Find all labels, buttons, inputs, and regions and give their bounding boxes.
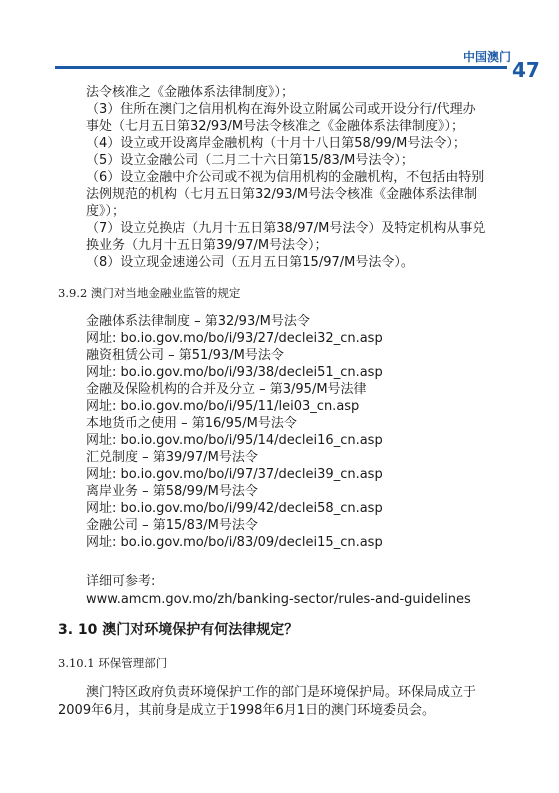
law-url: 网址: bo.io.gov.mo/bo/i/95/11/lei03_cn.asp (86, 399, 360, 414)
page-header (0, 0, 559, 80)
law-name: 汇兑制度 – 第39/97/M号法令 (86, 450, 258, 465)
list-item: 事处（七月五日第32/93/M号法令核准之《金融体系法律制度》）； (86, 119, 465, 134)
list-item: （6）设立金融中介公司或不视为信用机构的金融机构，不包括由特别 (86, 170, 485, 185)
page-number: 47 (512, 58, 540, 82)
law-url: 网址: bo.io.gov.mo/bo/i/97/37/declei39_cn.asp (86, 467, 383, 482)
section-heading-3-9-2: 3.9.2 澳门对当地金融业监管的规定 (58, 286, 241, 300)
list-item: （3）住所在澳门之信用机构在海外设立附属公司或开设分行/代理办 (86, 102, 476, 117)
header-divider (55, 66, 507, 69)
list-item: （4）设立或开设离岸金融机构（十月十八日第58/99/M号法令）； (86, 136, 466, 151)
list-item: （5）设立金融公司（二月二十六日第15/83/M号法令）； (86, 153, 414, 168)
law-url: 网址: bo.io.gov.mo/bo/i/93/38/declei51_cn.asp (86, 365, 383, 380)
law-name: 本地货币之使用 – 第16/95/M号法令 (86, 416, 297, 431)
paragraph-line: 澳门特区政府负责环境保护工作的部门是环境保护局。环保局成立于 (86, 685, 477, 700)
law-name: 金融体系法律制度 – 第32/93/M号法令 (86, 314, 310, 329)
section-heading-3-10: 3. 10 澳门对环境保护有何法律规定？ (58, 622, 299, 638)
law-url: 网址: bo.io.gov.mo/bo/i/93/27/declei32_cn.asp (86, 331, 383, 346)
list-item: （7）设立兑换店（九月十五日第38/97/M号法令）及特定机构从事兑 (86, 221, 486, 236)
reference-label: 详细可参考: (86, 574, 156, 589)
law-url: 网址: bo.io.gov.mo/bo/i/83/09/declei15_cn.asp (86, 535, 383, 550)
list-item: 度》）； (86, 204, 126, 219)
paragraph-line: 2009年6月，其前身是成立于1998年6月1日的澳门环境委员会。 (58, 703, 435, 718)
law-url: 网址: bo.io.gov.mo/bo/i/99/42/declei58_cn.asp (86, 501, 383, 516)
law-name: 金融公司 – 第15/83/M号法令 (86, 518, 258, 533)
list-item: （8）设立现金速递公司（五月五日第15/97/M号法令）。 (86, 255, 414, 270)
law-url: 网址: bo.io.gov.mo/bo/i/95/14/declei16_cn.asp (86, 433, 383, 448)
law-name: 融资租赁公司 – 第51/93/M号法令 (86, 348, 284, 363)
list-item: 换业务（九月十五日第39/97/M号法令）； (86, 238, 328, 253)
header-title: 中国澳门 (462, 50, 511, 64)
reference-url[interactable]: www.amcm.gov.mo/zh/banking-sector/rules-and-guidelines (86, 592, 471, 607)
list-item: 法例规范的机构（七月五日第32/93/M号法令核准《金融体系法律制 (86, 187, 478, 202)
law-name: 金融及保险机构的合并及分立 – 第3/95/M号法律 (86, 382, 367, 397)
list-item: 法令核准之《金融体系法律制度》）； (86, 85, 295, 100)
law-name: 离岸业务 – 第58/99/M号法令 (86, 484, 258, 499)
section-heading-3-10-1: 3.10.1 环保管理部门 (58, 656, 168, 670)
